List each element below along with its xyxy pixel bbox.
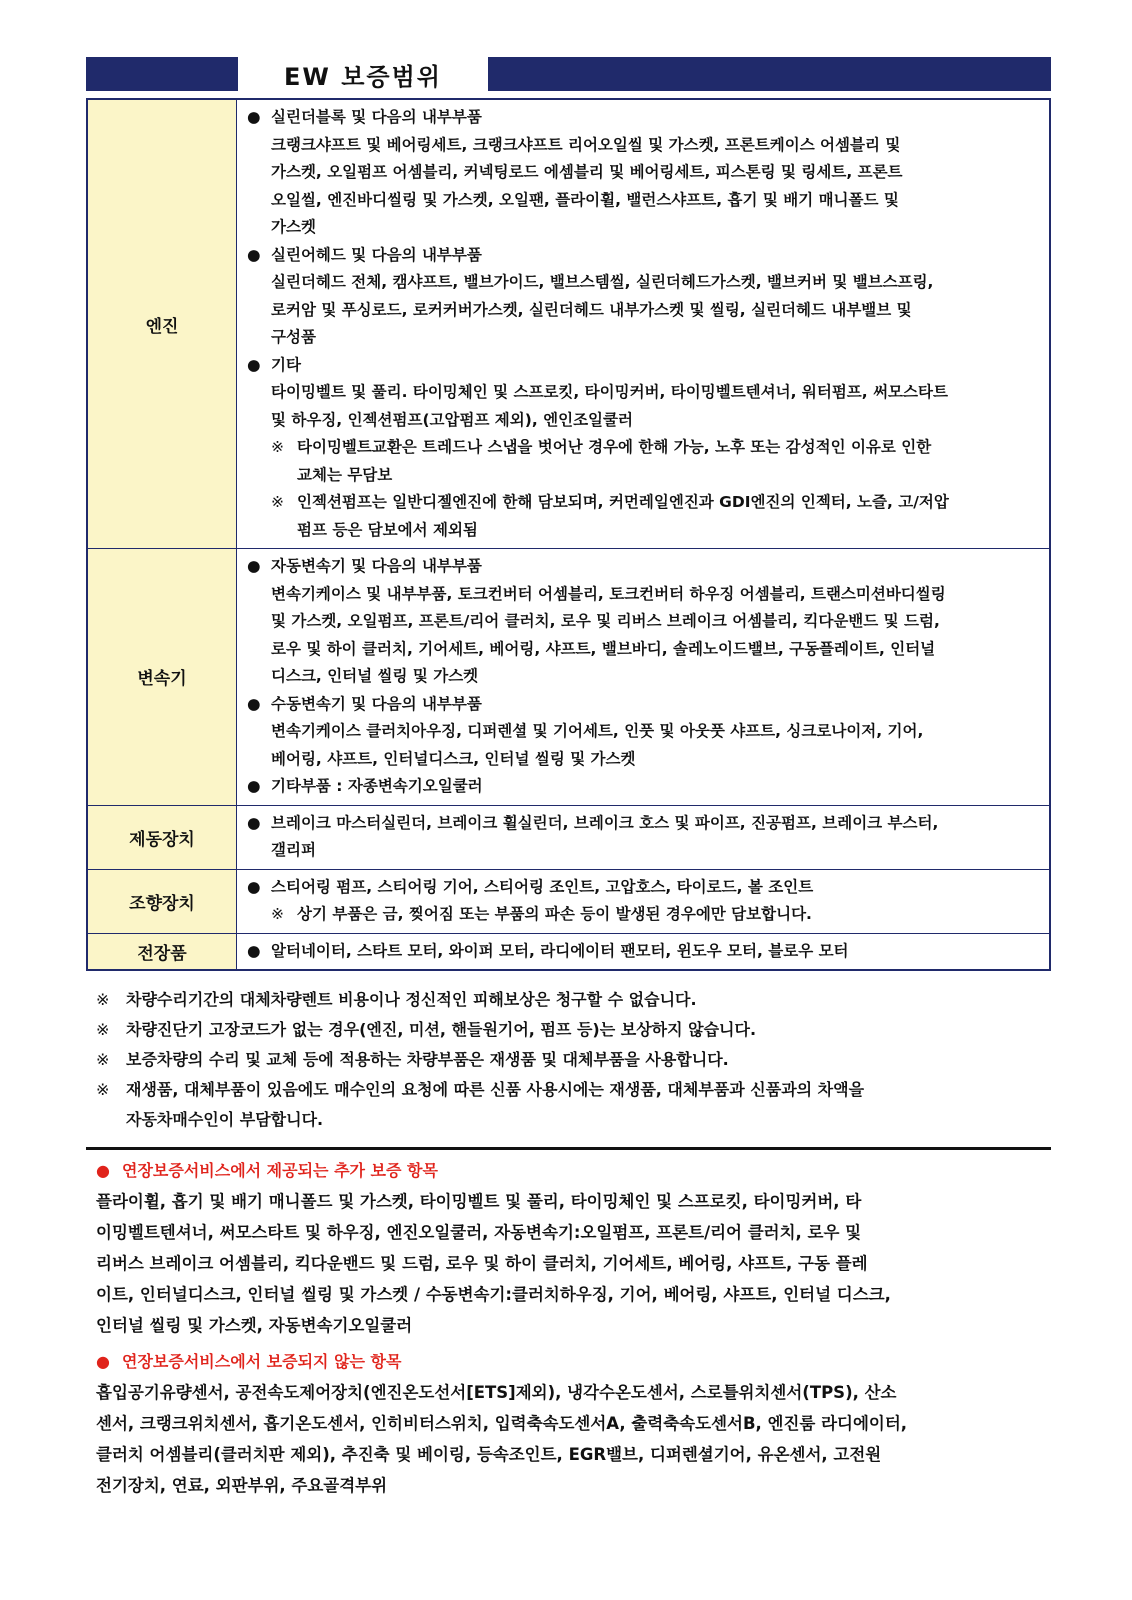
category-cell: 변속기 (87, 549, 237, 806)
note-line: 상기 부품은 금, 찢어짐 또는 부품의 파손 등이 발생된 경우에만 담보합니다. (297, 905, 812, 923)
detail-line: 및 가스켓, 오일펌프, 프론트/리어 클러치, 로우 및 리버스 브레이크 어셈블리, 킥다운밴드 및 드럼, (271, 612, 940, 630)
table-row (87, 549, 1050, 806)
bullet-text: 기타 (271, 355, 301, 374)
detail-line: 변속기케이스 및 내부부품, 토크컨버터 어셈블리, 토크컨버터 하우징 어셈블리, 트랜스미션바디씰링 (271, 584, 946, 603)
bullet-dot-icon: ● (247, 694, 261, 713)
section-body (86, 1377, 1051, 1501)
footnote-text (126, 1075, 864, 1135)
footnote-text (126, 1015, 756, 1045)
table-row (87, 805, 1050, 869)
detail-line: 갤리퍼 (271, 841, 316, 859)
bullet-dot-icon: ● (247, 777, 261, 795)
bullet-item (247, 874, 1039, 902)
section-line: 플라이휠, 흡기 및 배기 매니폴드 및 가스켓, 타이밍벨트 및 풀리, 타이밍체인 및 스프로킷, 타이밍커버, 타 (96, 1192, 862, 1211)
bullet-item (247, 242, 1039, 270)
detail-line: 베어링, 샤프트, 인터널디스크, 인터널 씰링 및 가스켓 (271, 749, 636, 768)
category-cell: 엔진 (87, 99, 237, 549)
note-mark-icon: ※ (271, 438, 284, 456)
bullet-text: 스티어링 펌프, 스티어링 기어, 스티어링 조인트, 고압호스, 타이로드, 볼 조인트 (271, 877, 814, 896)
detail-line: 오일씰, 엔진바디씰링 및 가스켓, 오일팬, 플라이휠, 밸런스샤프트, 흡기 및 배기 매니폴드 및 (271, 190, 899, 209)
bullet-item (247, 104, 1039, 132)
detail-line: 및 하우징, 인젝션펌프(고압펌프 제외), 엔인조일쿨러 (271, 410, 633, 429)
content-cell (237, 549, 1051, 806)
bullet-item (247, 773, 1039, 801)
bullet-dot-icon: ● (247, 245, 261, 264)
footnote-text (126, 985, 697, 1015)
bullet-item (247, 553, 1039, 581)
detail-line: 로우 및 하이 클러치, 기어세트, 베어링, 샤프트, 밸브바디, 솔레노이드밸브, 구동플레이트, 인터널 (271, 639, 936, 658)
bullet-text: 수동변속기 및 다음의 내부부품 (271, 694, 482, 713)
section-heading-text: 연장보증서비스에서 제공되는 추가 보증 항목 (122, 1161, 438, 1180)
section (86, 1347, 1051, 1501)
bullet-text: 자동변속기 및 다음의 내부부품 (271, 557, 482, 575)
table-row (87, 869, 1050, 933)
footnote-line: 차량진단기 고장코드가 없는 경우(엔진, 미션, 핸들원기어, 펌프 등)는 보상하지 않습니다. (126, 1020, 757, 1039)
bullet-dot-icon: ● (247, 355, 261, 374)
footnote-line: 자동차매수인이 부담합니다. (126, 1110, 324, 1129)
content-cell (237, 805, 1051, 869)
bullet-item (247, 938, 1039, 966)
footnote-item (96, 1075, 1051, 1135)
footnote-text (126, 1045, 729, 1075)
bullet-text: 알터네이터, 스타트 모터, 와이퍼 모터, 라디에이터 팬모터, 윈도우 모터, 블로우 모터 (271, 941, 849, 960)
note-line: 교체는 무담보 (297, 465, 393, 484)
bullet-text: 브레이크 마스터실린더, 브레이크 휠실린더, 브레이크 호스 및 파이프, 진공펌프, 브레이크 부스터, (271, 813, 939, 832)
footnote-item (96, 985, 1051, 1015)
detail-line: 가스켓, 오일펌프 어셈블리, 커넥팅로드 에셈블리 및 베어링세트, 피스톤링 및 링세트, 프론트 (271, 163, 903, 181)
footnote-line: 보증차량의 수리 및 교체 등에 적용하는 차량부품은 재생품 및 대체부품을 사용합니다. (126, 1050, 729, 1069)
warranty-page (86, 57, 1051, 1501)
footnote-item (96, 1015, 1051, 1045)
content-cell (237, 933, 1051, 970)
divider (86, 1147, 1051, 1150)
bullet-dot-icon: ● (247, 941, 261, 960)
note-line: 타이밍벨트교환은 트레드나 스냅을 벗어난 경우에 한해 가능, 노후 또는 감성적인 이유로 인한 (297, 438, 932, 456)
bullet-dot-icon: ● (247, 557, 261, 575)
table-row (87, 933, 1050, 970)
footnote-item (96, 1045, 1051, 1075)
bullet-item (247, 352, 1039, 380)
detail-line: 가스켓 (271, 218, 316, 236)
note-line: 펌프 등은 담보에서 제외됨 (297, 520, 478, 539)
section-line: 전기장치, 연료, 외판부위, 주요골격부위 (96, 1476, 388, 1495)
note-text (297, 489, 949, 544)
footnote-line: 재생품, 대체부품이 있음에도 매수인의 요청에 따른 신품 사용시에는 재생품, 대체부품과 신품과의 차액을 (126, 1080, 865, 1099)
section-line: 흡입공기유량센서, 공전속도제어장치(엔진온도선서[ETS]제외), 냉각수온도센서, 스로틀위치센서(TPS), 산소 (96, 1383, 897, 1402)
note-mark-icon: ※ (96, 990, 110, 1009)
detail-line: 구성품 (271, 328, 316, 346)
note-mark-icon: ※ (271, 493, 284, 511)
note-text (297, 434, 931, 489)
detail-line: 실린더헤드 전체, 캠샤프트, 밸브가이드, 밸브스템씰, 실린더헤드가스켓, 밸브커버 및 밸브스프링, (271, 273, 934, 291)
note-item (247, 489, 1039, 544)
footnote-line: 차량수리기간의 대체차량렌트 비용이나 정신적인 피해보상은 청구할 수 없습니다. (126, 990, 697, 1009)
bullet-dot-icon: ● (96, 1161, 110, 1180)
content-cell (237, 869, 1051, 933)
section-heading (86, 1347, 1051, 1377)
section-line: 리버스 브레이크 어셈블리, 킥다운밴드 및 드럼, 로우 및 하이 클러치, 기어세트, 베어링, 샤프트, 구동 플레 (96, 1254, 868, 1273)
detail-line: 디스크, 인터널 씰링 및 가스켓 (271, 667, 479, 685)
note-item (247, 901, 1039, 929)
bullet-dot-icon: ● (96, 1352, 110, 1371)
section-body (86, 1186, 1051, 1341)
bullet-text: 실린더블록 및 다음의 내부부품 (271, 108, 482, 126)
bullet-item (247, 810, 1039, 838)
category-cell: 제동장치 (87, 805, 237, 869)
table-row (87, 99, 1050, 549)
page-title: EW 보증범위 (236, 57, 490, 91)
category-cell: 전장품 (87, 933, 237, 970)
section-line: 클러치 어셈블리(클러치판 제외), 추진축 및 베이링, 등속조인트, EGR밸브, 디퍼렌셜기어, 유온센서, 고전원 (96, 1445, 882, 1464)
bullet-dot-icon: ● (247, 877, 261, 896)
detail-line: 타이밍벨트 및 풀리. 타이밍체인 및 스프로킷, 타이밍커버, 타이밍벨트텐셔너, 워터펌프, 써모스타트 (271, 383, 948, 401)
note-item (247, 434, 1039, 489)
bullet-item (247, 691, 1039, 719)
bullet-text: 실린어헤드 및 다음의 내부부품 (271, 245, 482, 264)
section-line: 인터널 씰링 및 가스켓, 자동변속기오일쿨러 (96, 1316, 413, 1335)
bullet-text: 기타부품 : 자종변속기오일쿨러 (271, 777, 483, 795)
detail-line: 변속기케이스 클러치아우징, 디퍼렌셜 및 기어세트, 인풋 및 아웃풋 샤프트, 싱크로나이저, 기어, (271, 722, 924, 740)
bullet-dot-icon: ● (247, 813, 261, 832)
extra-sections (86, 1156, 1051, 1501)
note-mark-icon: ※ (271, 905, 284, 923)
content-cell (237, 99, 1051, 549)
section-line: 센서, 크랭크위치센서, 흡기온도센서, 인히비터스위치, 입력축속도센서A, 출력축속도센서B, 엔진룸 라디에이터, (96, 1414, 908, 1433)
detail-line: 로커암 및 푸싱로드, 로커커버가스켓, 실린더헤드 내부가스켓 및 씰링, 실린더헤드 내부밸브 및 (271, 300, 912, 319)
note-mark-icon: ※ (96, 1020, 110, 1039)
section-heading-text: 연장보증서비스에서 보증되지 않는 항목 (122, 1352, 402, 1371)
section-line: 이트, 인터널디스크, 인터널 씰링 및 가스켓 / 수동변속기:클러치하우징, 기어, 베어링, 샤프트, 인터널 디스크, (96, 1285, 891, 1304)
section (86, 1156, 1051, 1341)
bullet-dot-icon: ● (247, 108, 261, 126)
note-text (297, 901, 812, 929)
coverage-table (86, 98, 1051, 971)
note-mark-icon: ※ (96, 1050, 110, 1069)
section-line: 이밍벨트텐셔너, 써모스타트 및 하우징, 엔진오일쿨러, 자동변속기:오일펌프, 프론트/리어 클러치, 로우 및 (96, 1223, 862, 1242)
note-line: 인젝션펌프는 일반디젤엔진에 한해 담보되며, 커먼레일엔진과 GDI엔진의 인젝터, 노즐, 고/저압 (297, 493, 949, 511)
section-heading (86, 1156, 1051, 1186)
detail-line: 크랭크샤프트 및 베어링세트, 크랭크샤프트 리어오일씰 및 가스켓, 프론트케이스 어셈블리 및 (271, 135, 901, 154)
note-mark-icon: ※ (96, 1080, 110, 1099)
category-cell: 조향장치 (87, 869, 237, 933)
footnotes (86, 985, 1051, 1135)
title-bar (86, 57, 1051, 91)
